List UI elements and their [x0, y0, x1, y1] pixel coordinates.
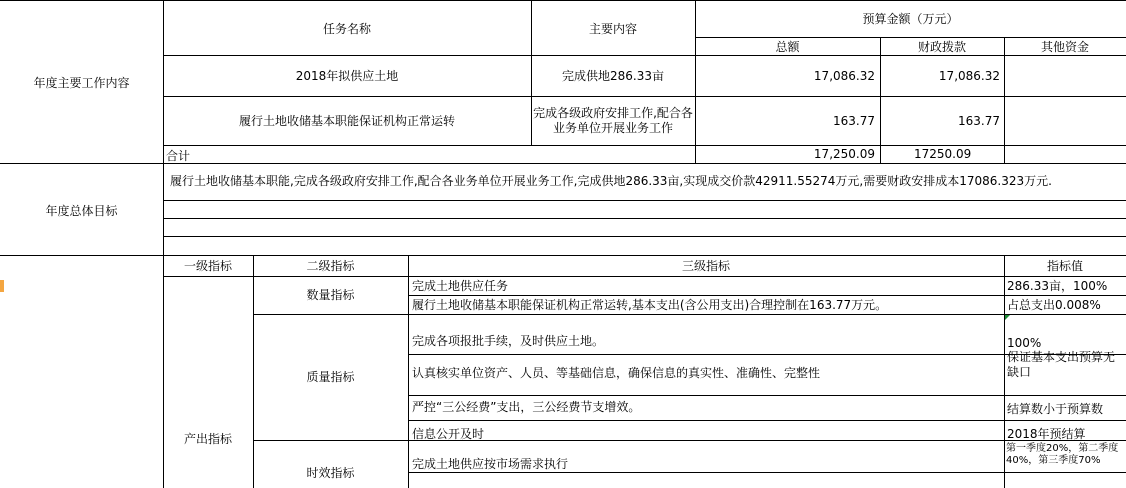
quality-indicator-label: 质量指标 — [306, 370, 355, 384]
task-name-cell: 履行土地收储基本职能保证机构正常运转 — [238, 114, 455, 128]
sum-total: 17,250.09 — [813, 147, 875, 161]
sum-fiscal: 17250.09 — [914, 147, 972, 161]
header-other: 其他资金 — [1040, 40, 1089, 54]
indicator-text: 认真核实单位资产、人员、等基础信息，确保信息的真实性、准确性、完整性 — [412, 366, 821, 380]
section-annual-goal: 年度总体目标 — [45, 204, 118, 218]
indicator-value: 2018年预结算 — [1007, 427, 1086, 441]
sum-label: 合计 — [166, 149, 191, 163]
output-indicator-label: 产出指标 — [183, 432, 232, 446]
indicator-text: 完成土地供应任务 — [412, 279, 509, 293]
header-level1: 一级指标 — [183, 259, 232, 273]
indicator-text: 信息公开及时 — [412, 427, 485, 441]
timeliness-indicator-label: 时效指标 — [306, 466, 355, 480]
indicator-value: 286.33亩，100% — [1007, 279, 1108, 293]
indicator-value: 保证基本支出预算无缺口 — [1007, 350, 1116, 379]
indicator-value: 100% — [1007, 336, 1042, 350]
fiscal-cell: 17,086.32 — [938, 69, 1000, 83]
header-value: 指标值 — [1046, 259, 1083, 273]
header-budget: 预算金额（万元） — [862, 12, 959, 26]
indicator-value: 结算数小于预算数 — [1007, 402, 1104, 416]
section-annual-work: 年度主要工作内容 — [33, 76, 130, 90]
quantity-indicator-label: 数量指标 — [306, 288, 355, 302]
goal-text: 履行土地收储基本职能,完成各级政府安排工作,配合各业务单位开展业务工作,完成供地286.33亩,实现成交价款42911.55274万元,需要财政安排成本17086.323万元. — [170, 174, 1052, 188]
header-level3: 三级指标 — [681, 259, 730, 273]
indicator-value: 第一季度20%，第二季度40%，第三季度70% — [1006, 443, 1119, 466]
indicator-text: 完成土地供应按市场需求执行 — [412, 457, 569, 471]
task-name-cell: 2018年拟供应土地 — [295, 69, 399, 83]
main-content-cell: 完成供地286.33亩 — [562, 69, 664, 83]
header-level2: 二级指标 — [306, 259, 355, 273]
main-content-cell: 完成各级政府安排工作,配合各业务单位开展业务工作 — [533, 106, 693, 135]
row-marker — [0, 280, 4, 292]
indicator-value: 占总支出0.008% — [1007, 298, 1101, 312]
header-fiscal: 财政拨款 — [917, 40, 966, 54]
total-cell: 17,086.32 — [813, 69, 875, 83]
header-task-name: 任务名称 — [322, 22, 371, 36]
header-main-content: 主要内容 — [588, 22, 637, 36]
header-total: 总额 — [775, 40, 800, 54]
fiscal-cell: 163.77 — [958, 114, 1000, 128]
total-cell: 163.77 — [833, 114, 875, 128]
cell-comment-marker — [1005, 315, 1010, 320]
indicator-text: 严控“三公经费”支出，三公经费节支增效。 — [412, 400, 641, 414]
indicator-text: 履行土地收储基本职能保证机构正常运转,基本支出(含公用支出)合理控制在163.77万元。 — [412, 298, 888, 312]
indicator-text: 完成各项报批手续，及时供应土地。 — [412, 334, 605, 348]
